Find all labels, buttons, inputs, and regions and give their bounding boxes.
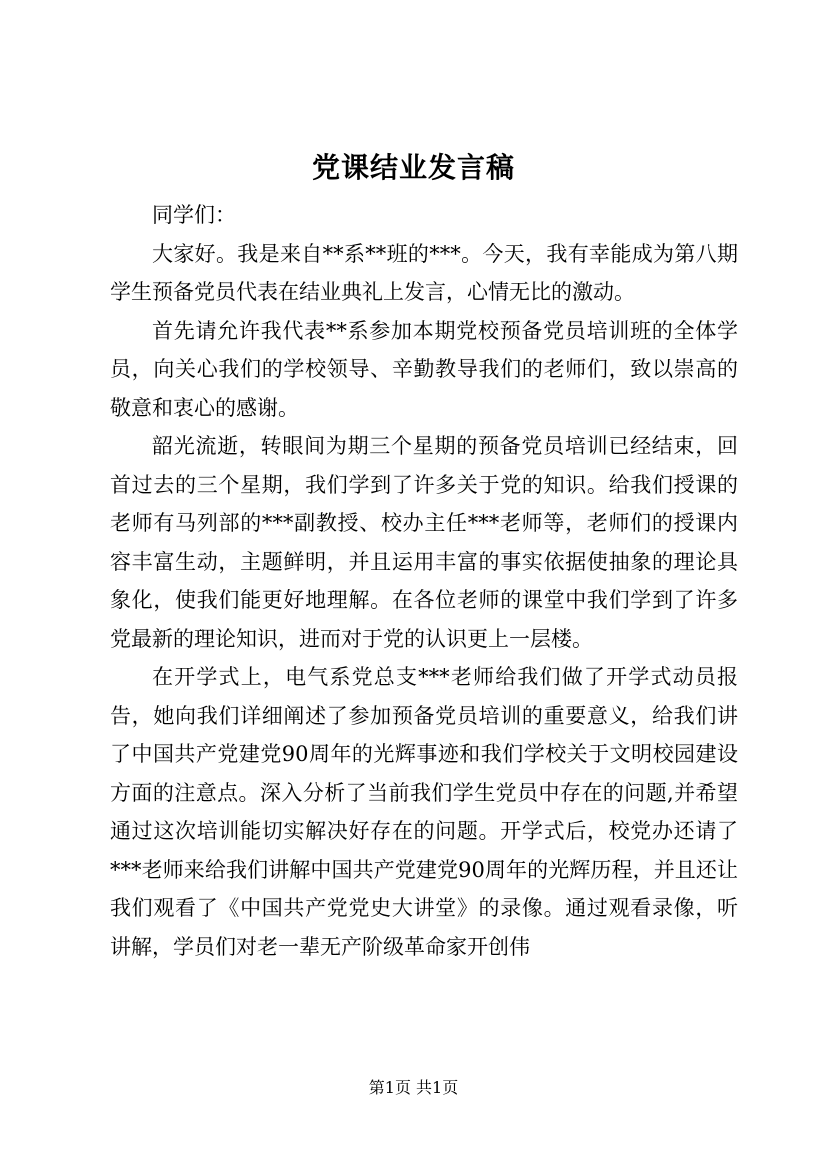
paragraph-3: 韶光流逝，转眼间为期三个星期的预备党员培训已经结束，回首过去的三个星期，我们学到了许多关于党的知识。给我们授课的老师有马列部的***副教授、校办主任***老师等，老师们的授课内容丰富生动，主题鲜明，并且运用丰富的事实依据使抽象的理论具象化，使我们能更好地理解。在各位老师的课堂中我们学到了许多党最新的理论知识，进而对于党的认识更上一层楼。	[110, 434, 738, 651]
paragraph-2: 首先请允许我代表**系参加本期党校预备党员培训班的全体学员，向关心我们的学校领导、辛勤教导我们的老师们，致以崇高的敬意和衷心的感谢。	[110, 318, 738, 420]
document-body	[110, 196, 738, 966]
salutation: 同学们：	[152, 203, 236, 227]
page-footer: 第1页 共1页	[368, 1078, 459, 1097]
paragraph-4: 在开学式上，电气系党总支***老师给我们做了开学式动员报告，她向我们详细阐述了参加预备党员培训的重要意义，给我们讲了中国共产党建党90周年的光辉事迹和我们学校关于文明校园建设方面的注意点。深入分析了当前我们学生党员中存在的问题,并希望通过这次培训能切实解决好存在的问题。开学式后，校党办还请了***老师来给我们讲解中国共产党建党90周年的光辉历程，并且还让我们观看了《中国共产党党史大讲堂》的录像。通过观看录像，听讲解，学员们对老一辈无产阶级革命家开创伟	[110, 665, 738, 959]
document-title: 党课结业发言稿	[311, 151, 515, 184]
paragraph-1: 大家好。我是来自**系**班的***。今天，我有幸能成为第八期学生预备党员代表在结业典礼上发言，心情无比的激动。	[110, 241, 738, 304]
